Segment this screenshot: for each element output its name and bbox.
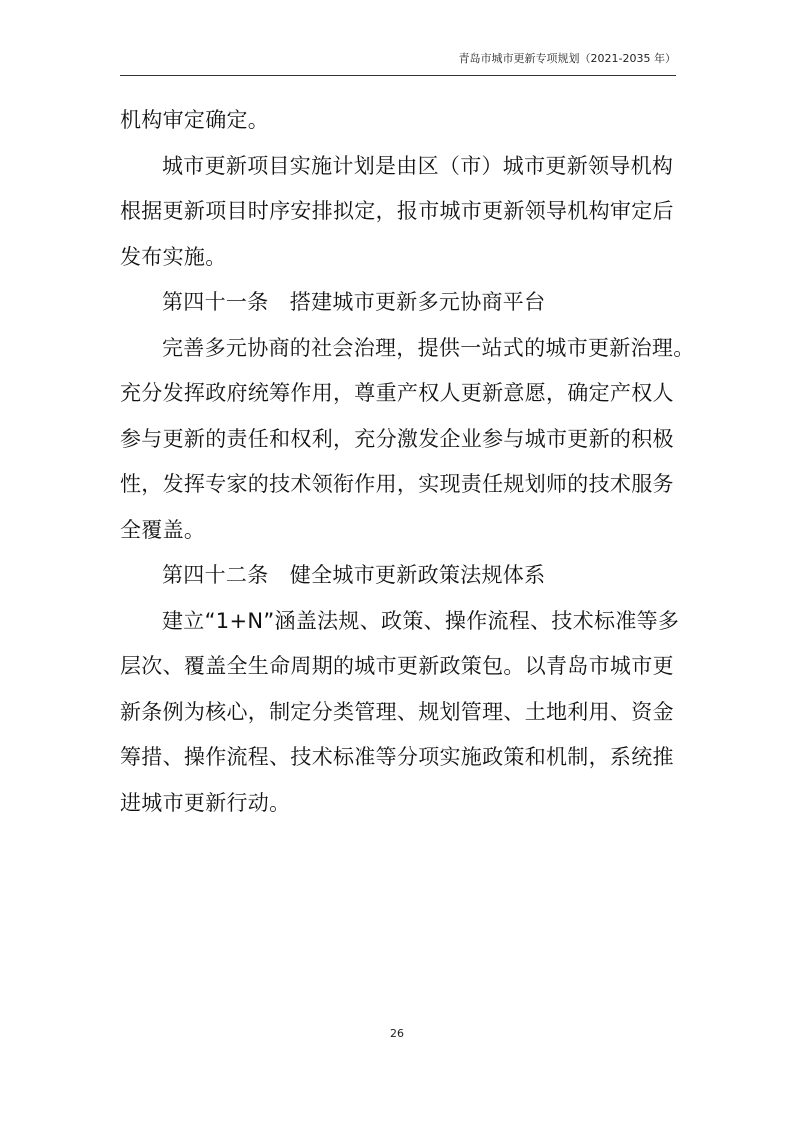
paragraph-line: 城市更新项目实施计划是由区（市）城市更新领导机构	[162, 153, 674, 178]
article-41-heading: 第四十一条 搭建城市更新多元协商平台	[162, 290, 546, 314]
paragraph-line: 筹措、操作流程、技术标准等分项实施政策和机制，系统推	[120, 745, 674, 769]
document-body	[120, 98, 695, 826]
paragraph-line: 机构审定确定。	[120, 108, 270, 132]
paragraph-line: 建立“1+N”涵盖法规、政策、操作流程、技术标准等多	[162, 608, 680, 633]
paragraph-line: 全覆盖。	[120, 517, 206, 542]
paragraph-line: 新条例为核心，制定分类管理、规划管理、土地利用、资金	[120, 699, 674, 724]
page-number: 26	[390, 1027, 404, 1040]
header-divider	[120, 75, 676, 76]
paragraph-line: 根据更新项目时序安排拟定，报市城市更新领导机构审定后	[120, 199, 674, 223]
running-header: 青岛市城市更新专项规划（2021-2035 年）	[458, 52, 676, 65]
paragraph-line: 参与更新的责任和权利，充分激发企业参与城市更新的积极	[120, 426, 674, 451]
article-42-heading: 第四十二条 健全城市更新政策法规体系	[162, 563, 546, 587]
paragraph-line: 发布实施。	[120, 244, 227, 269]
paragraph-line: 进城市更新行动。	[120, 790, 291, 815]
paragraph-line: 层次、覆盖全生命周期的城市更新政策包。以青岛市城市更	[120, 654, 674, 678]
paragraph-line: 充分发挥政府统筹作用，尊重产权人更新意愿，确定产权人	[120, 381, 674, 405]
paragraph-line: 完善多元协商的社会治理，提供一站式的城市更新治理。	[162, 335, 695, 360]
paragraph-line: 性，发挥专家的技术领衔作用，实现责任规划师的技术服务	[120, 472, 674, 496]
